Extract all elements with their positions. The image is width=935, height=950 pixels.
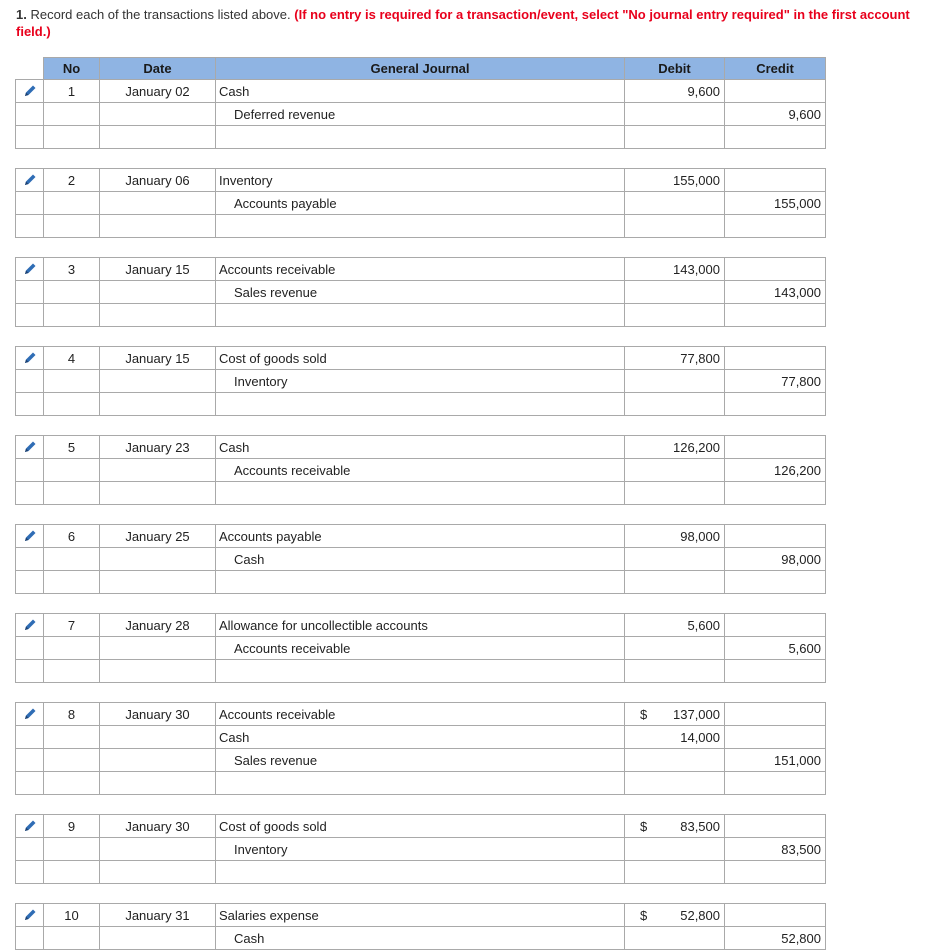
entry-number-empty xyxy=(44,370,100,393)
entry-date-empty[interactable] xyxy=(100,772,216,795)
debit-field[interactable] xyxy=(625,749,725,772)
credit-field[interactable] xyxy=(725,347,826,370)
debit-field[interactable] xyxy=(625,548,725,571)
entry-date-empty[interactable] xyxy=(100,927,216,950)
entry-number-empty xyxy=(44,126,100,149)
credit-field[interactable]: 9,600 xyxy=(725,103,826,126)
edit-cell-empty xyxy=(16,370,44,393)
debit-field[interactable] xyxy=(625,838,725,861)
account-field[interactable]: Cash xyxy=(216,927,625,950)
account-field[interactable]: Inventory xyxy=(216,370,625,393)
entry-number: 5 xyxy=(44,436,100,459)
edit-column-header xyxy=(16,58,44,80)
account-field[interactable]: Deferred revenue xyxy=(216,103,625,126)
entry-date[interactable]: January 02 xyxy=(100,80,216,103)
empty-line xyxy=(16,772,826,795)
debit-field[interactable] xyxy=(625,281,725,304)
account-field[interactable]: Inventory xyxy=(216,838,625,861)
entry-date[interactable]: January 31 xyxy=(100,904,216,927)
edit-button[interactable] xyxy=(16,815,44,838)
credit-field[interactable]: 77,800 xyxy=(725,370,826,393)
debit-value: 137,000 xyxy=(673,706,720,722)
edit-button[interactable] xyxy=(16,703,44,726)
entry-number: 9 xyxy=(44,815,100,838)
edit-button[interactable] xyxy=(16,614,44,637)
entry-date-empty[interactable] xyxy=(100,192,216,215)
pencil-icon xyxy=(22,350,38,366)
debit-field[interactable] xyxy=(625,637,725,660)
journal-line xyxy=(16,169,826,192)
dollar-sign: $ xyxy=(640,907,648,923)
entry-date-empty[interactable] xyxy=(100,482,216,505)
journal-line xyxy=(16,815,826,838)
credit-field[interactable] xyxy=(725,772,826,795)
credit-field[interactable] xyxy=(725,904,826,927)
debit-value: 14,000 xyxy=(680,729,720,745)
general-journal-header: General Journal xyxy=(216,58,625,80)
edit-button[interactable] xyxy=(16,258,44,281)
entry-number-empty xyxy=(44,838,100,861)
journal-line xyxy=(16,347,826,370)
empty-line xyxy=(16,861,826,884)
credit-field[interactable] xyxy=(725,482,826,505)
credit-field[interactable]: 52,800 xyxy=(725,927,826,950)
empty-line xyxy=(16,126,826,149)
edit-cell-empty xyxy=(16,749,44,772)
entry-separator xyxy=(16,884,826,904)
entry-date-empty[interactable] xyxy=(100,393,216,416)
entry-separator xyxy=(16,327,826,347)
account-field[interactable]: Cash xyxy=(216,436,625,459)
entry-number: 3 xyxy=(44,258,100,281)
entry-number-empty xyxy=(44,393,100,416)
pencil-icon xyxy=(22,617,38,633)
question-number: 1. xyxy=(16,7,27,22)
edit-cell-empty xyxy=(16,548,44,571)
header-row xyxy=(16,58,826,80)
edit-cell-empty xyxy=(16,192,44,215)
credit-field[interactable] xyxy=(725,861,826,884)
journal-line xyxy=(16,703,826,726)
debit-field[interactable] xyxy=(625,436,725,459)
edit-cell-empty xyxy=(16,772,44,795)
edit-button[interactable] xyxy=(16,436,44,459)
empty-line xyxy=(16,482,826,505)
empty-line xyxy=(16,304,826,327)
credit-field[interactable] xyxy=(725,660,826,683)
journal-line xyxy=(16,192,826,215)
entry-date[interactable]: January 30 xyxy=(100,703,216,726)
journal-line xyxy=(16,459,826,482)
dollar-sign: $ xyxy=(640,706,648,722)
account-field[interactable]: Cost of goods sold xyxy=(216,815,625,838)
separator-cell xyxy=(16,594,826,614)
entry-separator xyxy=(16,238,826,258)
entry-number-empty xyxy=(44,192,100,215)
debit-field[interactable] xyxy=(625,927,725,950)
entry-date-empty[interactable] xyxy=(100,459,216,482)
account-field[interactable] xyxy=(216,571,625,594)
debit-value: 9,600 xyxy=(687,83,720,99)
debit-value: 143,000 xyxy=(673,261,720,277)
edit-cell-empty xyxy=(16,215,44,238)
entry-date-empty[interactable] xyxy=(100,660,216,683)
journal-line xyxy=(16,80,826,103)
question-note: (If no entry is required for a transaction/event, select "No journal entry required" in the first account field.) xyxy=(16,7,910,39)
entry-date-empty[interactable] xyxy=(100,637,216,660)
empty-line xyxy=(16,215,826,238)
journal-line xyxy=(16,904,826,927)
edit-cell-empty xyxy=(16,637,44,660)
account-field[interactable]: Cash xyxy=(216,80,625,103)
entry-number: 10 xyxy=(44,904,100,927)
pencil-icon xyxy=(22,907,38,923)
account-field[interactable]: Sales revenue xyxy=(216,281,625,304)
empty-line xyxy=(16,393,826,416)
separator-cell xyxy=(16,884,826,904)
debit-field[interactable] xyxy=(625,103,725,126)
separator-cell xyxy=(16,327,826,347)
journal-line xyxy=(16,749,826,772)
account-field[interactable]: Accounts receivable xyxy=(216,637,625,660)
account-field[interactable]: Inventory xyxy=(216,169,625,192)
debit-field[interactable] xyxy=(625,258,725,281)
credit-field[interactable] xyxy=(725,436,826,459)
edit-cell-empty xyxy=(16,393,44,416)
entry-number-empty xyxy=(44,281,100,304)
entry-number-empty xyxy=(44,304,100,327)
journal-table xyxy=(15,57,826,950)
separator-cell xyxy=(16,505,826,525)
credit-field[interactable] xyxy=(725,304,826,327)
edit-cell-empty xyxy=(16,927,44,950)
entry-number-empty xyxy=(44,103,100,126)
debit-field[interactable] xyxy=(625,571,725,594)
edit-cell-empty xyxy=(16,281,44,304)
account-field[interactable] xyxy=(216,215,625,238)
account-field[interactable] xyxy=(216,772,625,795)
debit-field[interactable] xyxy=(625,215,725,238)
journal-body xyxy=(16,80,826,950)
entry-date-empty[interactable] xyxy=(100,838,216,861)
edit-button[interactable] xyxy=(16,169,44,192)
credit-field[interactable]: 5,600 xyxy=(725,637,826,660)
journal-line xyxy=(16,258,826,281)
entry-separator xyxy=(16,505,826,525)
empty-line xyxy=(16,571,826,594)
credit-field[interactable] xyxy=(725,571,826,594)
debit-field[interactable] xyxy=(625,393,725,416)
credit-field[interactable] xyxy=(725,393,826,416)
edit-cell-empty xyxy=(16,861,44,884)
account-field[interactable]: Accounts receivable xyxy=(216,459,625,482)
debit-field[interactable] xyxy=(625,726,725,749)
credit-field[interactable] xyxy=(725,525,826,548)
separator-cell xyxy=(16,416,826,436)
separator-cell xyxy=(16,795,826,815)
edit-cell-empty xyxy=(16,726,44,749)
entry-number: 7 xyxy=(44,614,100,637)
debit-header: Debit xyxy=(625,58,725,80)
credit-field[interactable] xyxy=(725,80,826,103)
account-field[interactable]: Accounts receivable xyxy=(216,258,625,281)
entry-date-empty[interactable] xyxy=(100,215,216,238)
entry-date[interactable]: January 06 xyxy=(100,169,216,192)
credit-field[interactable]: 155,000 xyxy=(725,192,826,215)
debit-field[interactable] xyxy=(625,192,725,215)
entry-date-empty[interactable] xyxy=(100,103,216,126)
debit-field[interactable] xyxy=(625,525,725,548)
entry-date[interactable]: January 25 xyxy=(100,525,216,548)
separator-cell xyxy=(16,238,826,258)
journal-line xyxy=(16,525,826,548)
credit-field[interactable] xyxy=(725,126,826,149)
no-header: No xyxy=(44,58,100,80)
edit-button[interactable] xyxy=(16,347,44,370)
debit-field[interactable] xyxy=(625,169,725,192)
account-field[interactable] xyxy=(216,660,625,683)
entry-date[interactable]: January 23 xyxy=(100,436,216,459)
separator-cell xyxy=(16,683,826,703)
debit-field[interactable] xyxy=(625,904,725,927)
debit-value: 98,000 xyxy=(680,528,720,544)
edit-cell-empty xyxy=(16,459,44,482)
credit-field[interactable]: 98,000 xyxy=(725,548,826,571)
entry-separator xyxy=(16,594,826,614)
instructions xyxy=(16,6,928,40)
account-field[interactable]: Accounts payable xyxy=(216,192,625,215)
journal-line xyxy=(16,436,826,459)
entry-number: 2 xyxy=(44,169,100,192)
debit-field[interactable] xyxy=(625,459,725,482)
credit-field[interactable] xyxy=(725,815,826,838)
account-field[interactable]: Cost of goods sold xyxy=(216,347,625,370)
debit-field[interactable] xyxy=(625,482,725,505)
debit-field[interactable] xyxy=(625,347,725,370)
entry-number: 4 xyxy=(44,347,100,370)
entry-date-empty[interactable] xyxy=(100,548,216,571)
entry-number-empty xyxy=(44,637,100,660)
dollar-sign: $ xyxy=(640,818,648,834)
edit-button[interactable] xyxy=(16,80,44,103)
edit-cell-empty xyxy=(16,571,44,594)
credit-header: Credit xyxy=(725,58,826,80)
account-field[interactable]: Cash xyxy=(216,726,625,749)
date-header: Date xyxy=(100,58,216,80)
credit-field[interactable] xyxy=(725,703,826,726)
pencil-icon xyxy=(22,439,38,455)
entry-number-empty xyxy=(44,927,100,950)
credit-field[interactable]: 143,000 xyxy=(725,281,826,304)
edit-cell-empty xyxy=(16,304,44,327)
credit-field[interactable]: 126,200 xyxy=(725,459,826,482)
journal-line xyxy=(16,838,826,861)
entry-number: 1 xyxy=(44,80,100,103)
debit-field[interactable] xyxy=(625,660,725,683)
question-text: Record each of the transactions listed above. xyxy=(30,7,291,22)
debit-field[interactable] xyxy=(625,304,725,327)
pencil-icon xyxy=(22,818,38,834)
entry-date-empty[interactable] xyxy=(100,281,216,304)
debit-field[interactable] xyxy=(625,614,725,637)
debit-field[interactable] xyxy=(625,126,725,149)
entry-date-empty[interactable] xyxy=(100,126,216,149)
entry-number-empty xyxy=(44,861,100,884)
pencil-icon xyxy=(22,528,38,544)
journal-line xyxy=(16,637,826,660)
empty-line xyxy=(16,660,826,683)
credit-field[interactable] xyxy=(725,258,826,281)
debit-value: 5,600 xyxy=(687,617,720,633)
debit-field[interactable] xyxy=(625,815,725,838)
debit-field[interactable] xyxy=(625,861,725,884)
entry-date[interactable]: January 28 xyxy=(100,614,216,637)
account-field[interactable]: Allowance for uncollectible accounts xyxy=(216,614,625,637)
account-field[interactable] xyxy=(216,126,625,149)
entry-date-empty[interactable] xyxy=(100,304,216,327)
account-field[interactable] xyxy=(216,861,625,884)
account-field[interactable]: Sales revenue xyxy=(216,749,625,772)
entry-separator xyxy=(16,795,826,815)
debit-field[interactable] xyxy=(625,703,725,726)
edit-cell-empty xyxy=(16,660,44,683)
debit-value: 155,000 xyxy=(673,172,720,188)
journal-line xyxy=(16,548,826,571)
pencil-icon xyxy=(22,83,38,99)
entry-number-empty xyxy=(44,459,100,482)
edit-cell-empty xyxy=(16,103,44,126)
edit-button[interactable] xyxy=(16,904,44,927)
entry-number-empty xyxy=(44,215,100,238)
account-field[interactable] xyxy=(216,482,625,505)
edit-cell-empty xyxy=(16,838,44,861)
entry-date-empty[interactable] xyxy=(100,370,216,393)
account-field[interactable]: Salaries expense xyxy=(216,904,625,927)
credit-field[interactable] xyxy=(725,169,826,192)
pencil-icon xyxy=(22,706,38,722)
entry-number-empty xyxy=(44,660,100,683)
journal-line xyxy=(16,927,826,950)
debit-field[interactable] xyxy=(625,80,725,103)
pencil-icon xyxy=(22,261,38,277)
entry-date-empty[interactable] xyxy=(100,749,216,772)
debit-field[interactable] xyxy=(625,772,725,795)
credit-field[interactable] xyxy=(725,215,826,238)
entry-number-empty xyxy=(44,482,100,505)
entry-date[interactable]: January 30 xyxy=(100,815,216,838)
entry-date-empty[interactable] xyxy=(100,861,216,884)
entry-number: 8 xyxy=(44,703,100,726)
account-field[interactable] xyxy=(216,393,625,416)
journal-line xyxy=(16,370,826,393)
entry-number-empty xyxy=(44,726,100,749)
entry-date-empty[interactable] xyxy=(100,726,216,749)
debit-value: 126,200 xyxy=(673,439,720,455)
journal-line xyxy=(16,726,826,749)
account-field[interactable]: Accounts receivable xyxy=(216,703,625,726)
credit-field[interactable]: 83,500 xyxy=(725,838,826,861)
entry-date[interactable]: January 15 xyxy=(100,347,216,370)
entry-separator xyxy=(16,683,826,703)
journal-line xyxy=(16,103,826,126)
account-field[interactable]: Cash xyxy=(216,548,625,571)
account-field[interactable] xyxy=(216,304,625,327)
entry-date-empty[interactable] xyxy=(100,571,216,594)
debit-value: 52,800 xyxy=(680,907,720,923)
edit-cell-empty xyxy=(16,482,44,505)
credit-field[interactable] xyxy=(725,614,826,637)
credit-field[interactable] xyxy=(725,726,826,749)
entry-number-empty xyxy=(44,571,100,594)
entry-separator xyxy=(16,416,826,436)
entry-separator xyxy=(16,149,826,169)
entry-number-empty xyxy=(44,749,100,772)
entry-date[interactable]: January 15 xyxy=(100,258,216,281)
entry-number: 6 xyxy=(44,525,100,548)
edit-button[interactable] xyxy=(16,525,44,548)
entry-number-empty xyxy=(44,772,100,795)
entry-number-empty xyxy=(44,548,100,571)
separator-cell xyxy=(16,149,826,169)
debit-value: 83,500 xyxy=(680,818,720,834)
edit-cell-empty xyxy=(16,126,44,149)
account-field[interactable]: Accounts payable xyxy=(216,525,625,548)
journal-line xyxy=(16,281,826,304)
pencil-icon xyxy=(22,172,38,188)
debit-value: 77,800 xyxy=(680,350,720,366)
journal-line xyxy=(16,614,826,637)
debit-field[interactable] xyxy=(625,370,725,393)
credit-field[interactable]: 151,000 xyxy=(725,749,826,772)
